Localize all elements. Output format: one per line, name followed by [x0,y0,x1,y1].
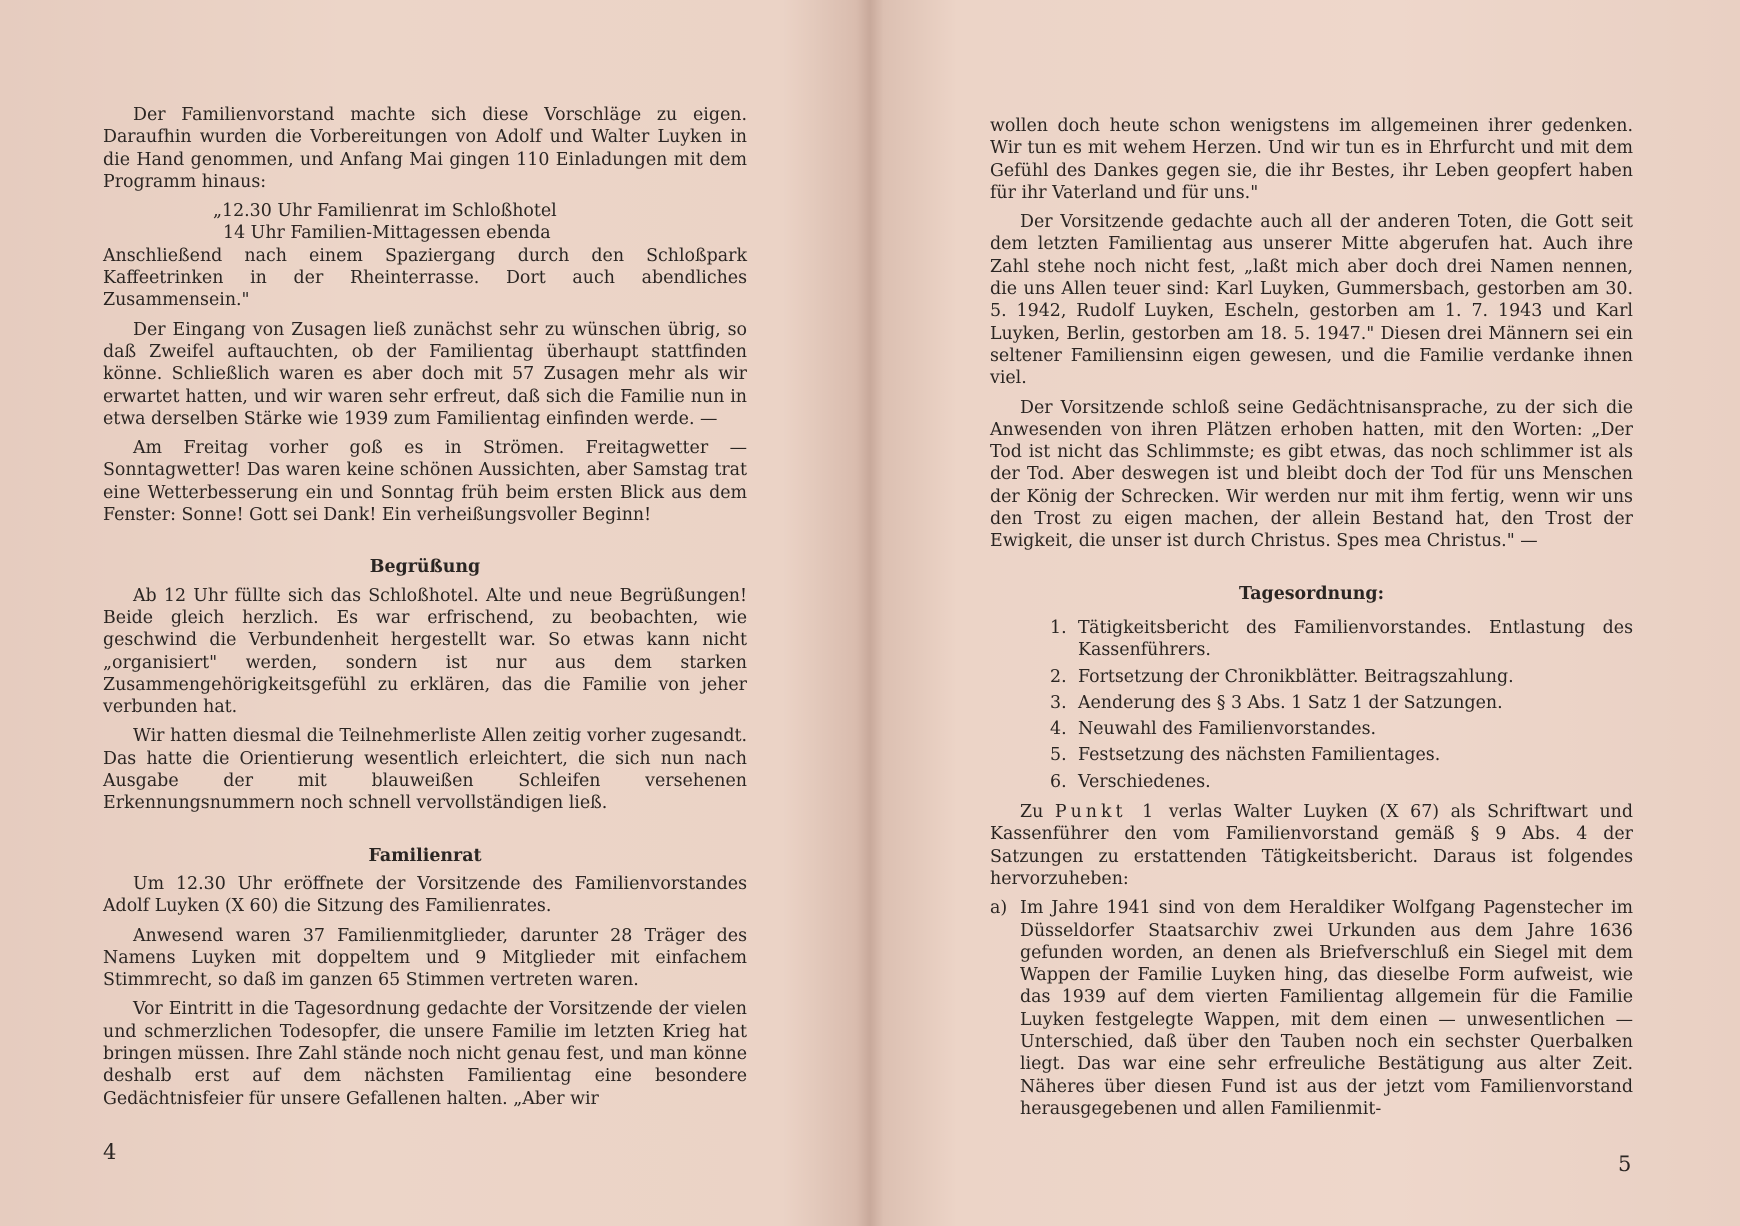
program-line: 14 Uhr Familien-Mittagessen ebenda [223,223,551,244]
agenda-number: 1. [1050,617,1067,638]
paragraph: Anschließend nach einem Spaziergang durch den Schloßpark Kaffeetrinken in der Rheinterrasse. Dort auch abendliches Zusammensein." [103,245,747,311]
list-item-a [990,897,1633,1120]
paragraph: Der Vorsitzende gedachte auch all der anderen Toten, die Gott seit dem letzten Familientag aus unserer Mitte abgerufen hat. Auch ihre Zahl stehe noch nicht fest, „laßt mich aber doch drei Namen nennen, die uns Allen teuer sind: Karl Luyken, Gummersbach, gestorben am 30. 5. 1942, Rudolf Luyken, Escheln, gestorben am 1. 7. 1943 und Karl Luyken, Berlin, gestorben am 18. 5. 1947." Diesen drei Männern sei ein seltener Familiensinn eigen gewesen, und die Familie verdanke ihnen viel. [990,212,1633,389]
paragraph: Ab 12 Uhr füllte sich das Schloßhotel. Alte und neue Begrüßungen! Beide gleich herzlich. Es war erfrischend, zu beobachten, wie geschwind die Verbundenheit hergestellt war. So etwas kann nicht „organisiert" werden, sondern ist nur aus dem starken Zusammengehörigkeitsgefühl zu erklären, das die Familie von jeher verbunden hat. [103,585,747,718]
agenda-text: Tätigkeitsbericht des Familienvorstandes. Entlastung des Kassenführers. [1078,617,1633,661]
agenda-number: 2. [1050,666,1067,687]
agenda-item [1050,744,1633,766]
agenda-item [1050,718,1633,740]
agenda-item [1050,666,1633,688]
agenda-text: Festsetzung des nächsten Familientages. [1078,745,1441,766]
agenda-item [1050,771,1633,793]
agenda-number: 4. [1050,719,1067,740]
section-heading: Familienrat [368,845,482,866]
agenda-list [990,617,1633,793]
left-text-column [103,104,747,1117]
paragraph: Der Vorsitzende schloß seine Gedächtnisansprache, zu der sich die Anwesenden von ihren Plätzen erhoben hatten, mit den Worten: „Der Tod ist nicht das Schlimmste; es gibt etwas, das noch schlimmer ist als der Tod. Aber deswegen ist und bleibt doch der Tod für uns Menschen der König der Schrecken. Wir werden nur mit ihm fertig, wenn wir uns den Trost zu eigen machen, der allein Bestand hat, den Trost der Ewigkeit, die unser ist durch Christus. Spes mea Christus." — [990,397,1633,552]
agenda-text: Aenderung des § 3 Abs. 1 Satz 1 der Satzungen. [1078,692,1503,713]
paragraph: Wir hatten diesmal die Teilnehmerliste Allen zeitig vorher zugesandt. Das hatte die Orientierung wesentlich erleichtert, die sich nun nach Ausgabe der mit blauweißen Schleifen versehenen Erkennungsnummern noch schnell vervollständigen ließ. [103,726,747,814]
agenda-number: 6. [1050,771,1067,792]
agenda-item [1050,692,1633,714]
agenda-text: Fortsetzung der Chronikblätter. Beitragszahlung. [1078,666,1514,687]
agenda-number: 5. [1050,745,1067,766]
program-line: „12.30 Uhr Familienrat im Schloßhotel [213,201,557,222]
paragraph: Anwesend waren 37 Familienmitglieder, darunter 28 Träger des Namens Luyken mit doppeltem und 9 Mitglieder mit einfachem Stimmrecht, so daß im ganzen 65 Stimmen vertreten waren. [103,925,747,991]
paragraph: Der Familienvorstand machte sich diese Vorschläge zu eigen. Daraufhin wurden die Vorbereitungen von Adolf und Walter Luyken in die Hand genommen, und Anfang Mai gingen 110 Einladungen mit dem Programm hinaus: [103,105,747,192]
agenda-text: Verschiedenes. [1078,771,1211,792]
paragraph: wollen doch heute schon wenigstens im allgemeinen ihrer gedenken. Wir tun es mit wehem Herzen. Und wir tun es in Ehrfurcht und mit dem Gefühl des Dankes gegen sie, die ihr Bestes, ihr Leben geopfert haben für ihr Vaterland und für uns." [990,116,1633,203]
agenda-text: Neuwahl des Familienvorstandes. [1078,719,1377,740]
section-heading: Tagesordnung: [1239,583,1384,604]
paragraph-rest: verlas Walter Luyken (X 67) als Schriftwart und Kassenführer den vom Familienvorstand gemäß § 9 Abs. 4 der Satzungen zu erstattenden Tätigkeitsbericht. Daraus ist folgendes hervorzuheben: [990,802,1633,889]
paragraph [990,801,1633,890]
section-heading: Begrüßung [369,557,481,578]
paragraph: Um 12.30 Uhr eröffnete der Vorsitzende des Familienvorstandes Adolf Luyken (X 60) die Sitzung des Familienrates. [103,873,747,917]
agenda-number: 3. [1050,692,1067,713]
spaced-emphasis: Punkt 1 [1054,802,1158,823]
agenda-item [1050,617,1633,662]
page-number: 4 [103,1140,117,1164]
paragraph: Am Freitag vorher goß es in Strömen. Freitagwetter — Sonntagwetter! Das waren keine schönen Aussichten, aber Samstag trat eine Wetterbesserung ein und Sonntag früh beim ersten Blick aus dem Fenster: Sonne! Gott sei Dank! Ein verheißungsvoller Beginn! [103,438,747,526]
paragraph-start: Zu [1020,802,1044,823]
page-number: 5 [1618,1152,1632,1176]
right-text-column [990,115,1633,1120]
paragraph: Vor Eintritt in die Tagesordnung gedachte der Vorsitzende der vielen und schmerzlichen Todesopfer, die unsere Familie im letzten Krieg hat bringen müssen. Ihre Zahl stände noch nicht genau fest, und man könne deshalb erst auf dem nächsten Familientag eine besondere Gedächtnisfeier für unsere Gefallenen halten. „Aber wir [103,999,747,1109]
item-label: a) [990,898,1008,919]
paragraph: Der Eingang von Zusagen ließ zunächst sehr zu wünschen übrig, so daß Zweifel auftauchten, ob der Familientag überhaupt stattfinden könne. Schließlich waren es aber doch mit 57 Zusagen mehr als wir erwartet hatten, und wir waren sehr erfreut, daß sich die Familie nun in etwa derselben Stärke wie 1939 zum Familientag einfinden werde. — [103,319,747,429]
item-text: Im Jahre 1941 sind von dem Heraldiker Wolfgang Pagenstecher im Düsseldorfer Staatsarchiv zwei Urkunden aus dem Jahre 1636 gefunden worden, an denen als Briefverschluß ein Siegel mit dem Wappen der Familie Luyken hing, das dieselbe Form aufweist, wie das 1939 auf dem vierten Familientag allgemein für die Familie Luyken festgelegte Wappen, mit dem einen — unwesentlichen — Unterschied, daß über den Tauben noch ein sechster Querbalken liegt. Das war eine sehr erfreuliche Bestätigung aus alter Zeit. Näheres über diesen Fund ist aus der jetzt vom Familienvorstand herausgegebenen und allen Familienmit- [1020,898,1633,1119]
right-page [870,0,1740,1226]
